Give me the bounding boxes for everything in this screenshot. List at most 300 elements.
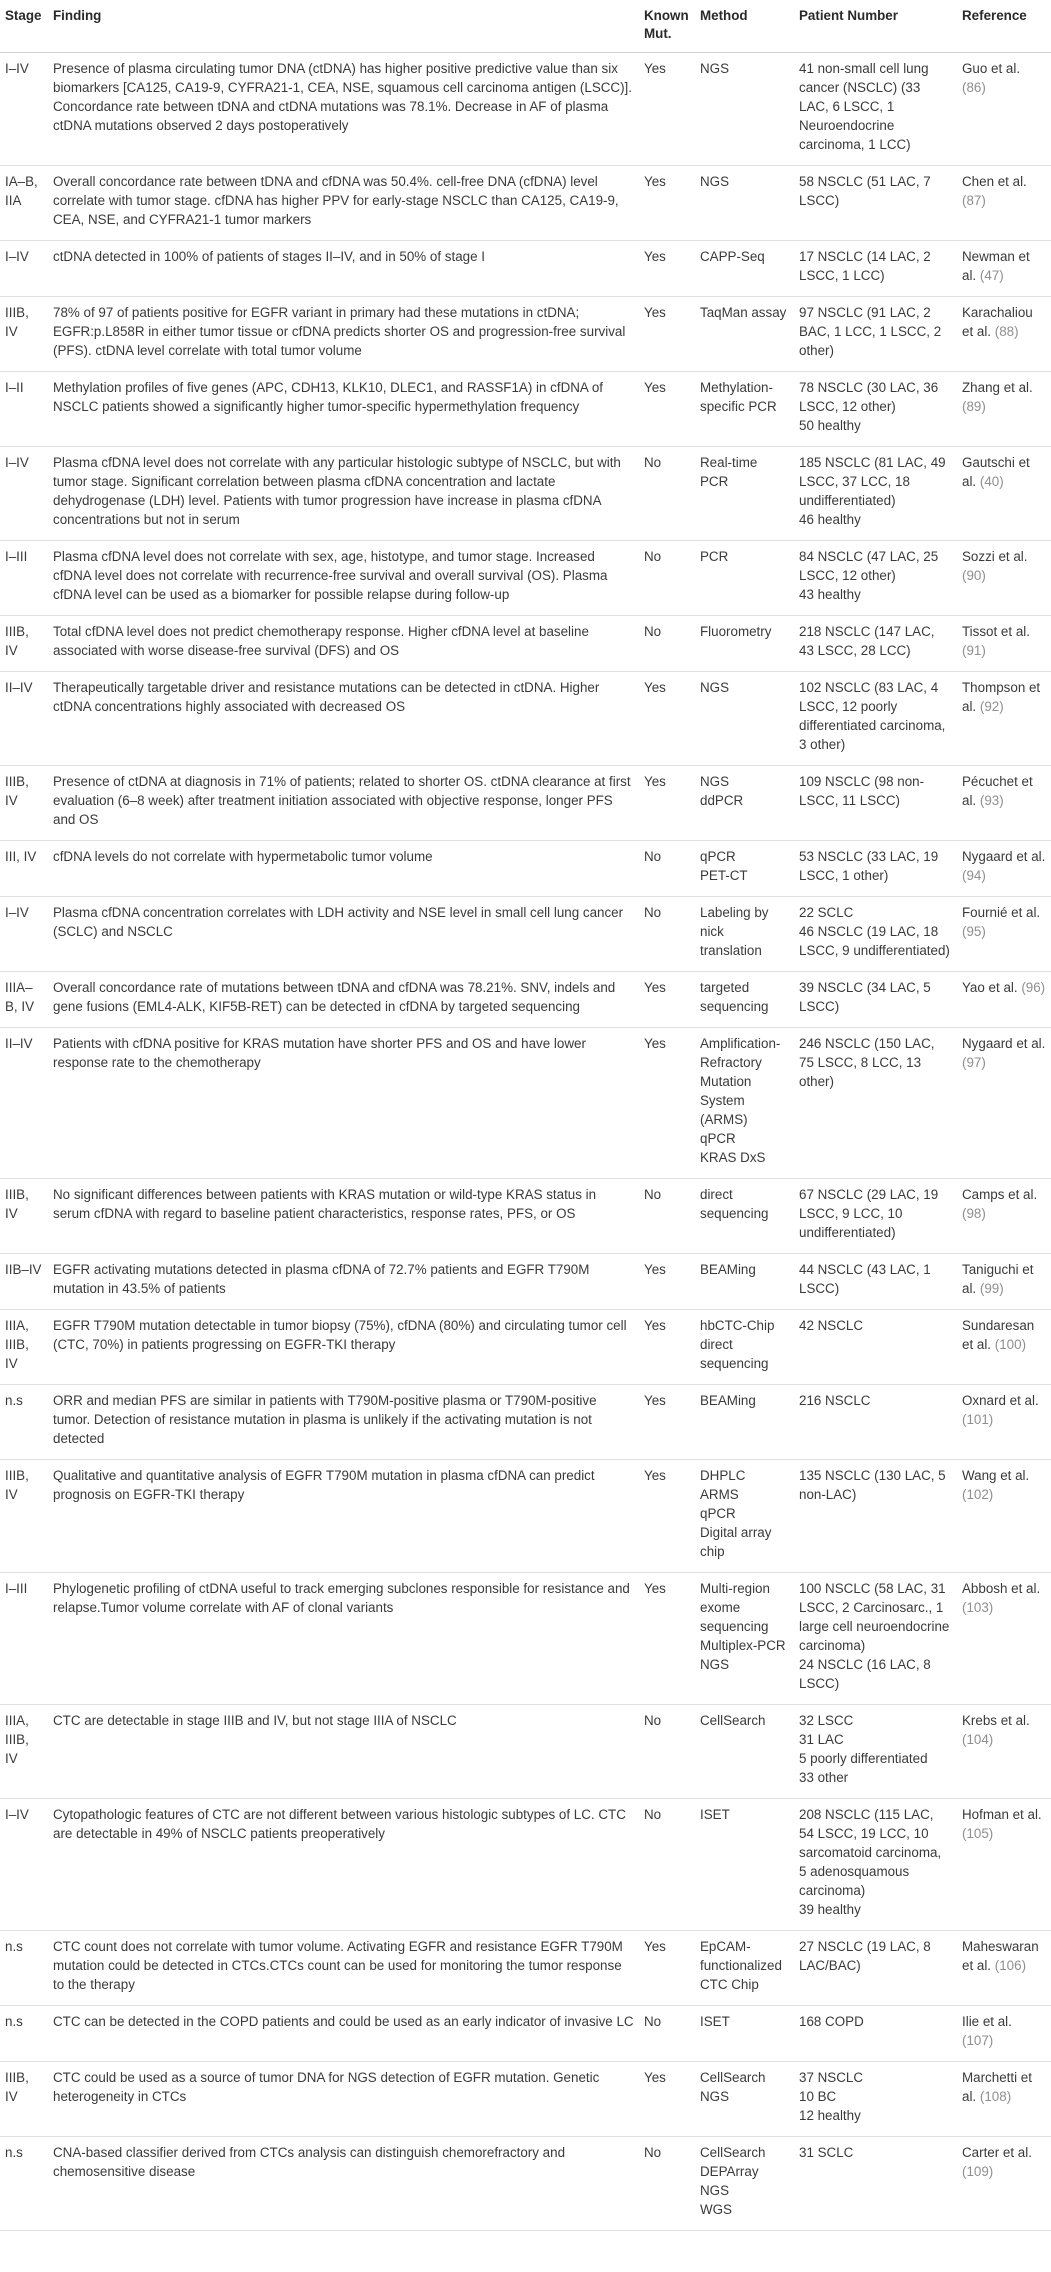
- cell-finding: Qualitative and quantitative analysis of EGFR T790M mutation in plasma cfDNA can predict prognosis on EGFR-TKI therapy: [48, 1460, 639, 1573]
- table-row: [0, 672, 1051, 766]
- patient-line: 31 LAC: [799, 1732, 844, 1747]
- cell-known-mut: Yes: [639, 1310, 695, 1385]
- header-row: [0, 0, 1051, 53]
- reference-author: Yao et al.: [962, 980, 1018, 995]
- method-line: hbCTC-Chip: [700, 1318, 775, 1333]
- cell-finding: CTC could be used as a source of tumor DNA for NGS detection of EGFR mutation. Genetic heterogeneity in CTCs: [48, 2062, 639, 2137]
- cell-stage: I–IV: [0, 241, 48, 297]
- method-line: qPCR: [700, 1131, 736, 1146]
- reference-author: Nygaard et al.: [962, 1036, 1046, 1051]
- table-row: [0, 2006, 1051, 2062]
- cell-patient-number: [794, 166, 957, 241]
- cell-reference: [957, 2137, 1051, 2231]
- method-line: EpCAM-functionalized CTC Chip: [700, 1939, 782, 1992]
- cell-method: [695, 766, 794, 841]
- reference-author: Wang et al.: [962, 1468, 1030, 1483]
- cell-method: [695, 616, 794, 672]
- reference-link[interactable]: (105): [962, 1826, 994, 1841]
- cell-reference: [957, 1179, 1051, 1254]
- cell-reference: [957, 616, 1051, 672]
- cell-patient-number: [794, 1254, 957, 1310]
- patient-line: 53 NSCLC (33 LAC, 19 LSCC, 1 other): [799, 849, 939, 883]
- patient-line: 50 healthy: [799, 418, 861, 433]
- cell-stage: I–III: [0, 1573, 48, 1705]
- cell-known-mut: No: [639, 541, 695, 616]
- cell-patient-number: [794, 1310, 957, 1385]
- method-line: CellSearch: [700, 2145, 766, 2160]
- method-line: WGS: [700, 2202, 732, 2217]
- cell-known-mut: Yes: [639, 1460, 695, 1573]
- reference-author: Marchetti et al.: [962, 2070, 1032, 2104]
- patient-line: 109 NSCLC (98 non-LSCC, 11 LSCC): [799, 774, 925, 808]
- cell-stage: IIIB, IV: [0, 1460, 48, 1573]
- table-row: [0, 541, 1051, 616]
- cell-method: [695, 1254, 794, 1310]
- cell-known-mut: No: [639, 2006, 695, 2062]
- cell-finding: 78% of 97 of patients positive for EGFR variant in primary had these mutations in ctDNA; EGFR:p.L858R in either tumor tissue or cfDNA predicts shorter OS and progression-free survival (PFS). ctDNA level correlate with total tumor volume: [48, 297, 639, 372]
- patient-line: 37 NSCLC: [799, 2070, 864, 2085]
- table-row: [0, 447, 1051, 541]
- table-row: [0, 1028, 1051, 1179]
- cell-stage: IIIB, IV: [0, 1179, 48, 1254]
- cell-patient-number: [794, 2006, 957, 2062]
- cell-patient-number: [794, 1179, 957, 1254]
- cell-finding: Total cfDNA level does not predict chemotherapy response. Higher cfDNA level at baseline associated with worse disease-free survival (DFS) and OS: [48, 616, 639, 672]
- cell-finding: No significant differences between patients with KRAS mutation or wild-type KRAS status in serum cfDNA with regard to baseline patient characteristics, response rates, PFS, or OS: [48, 1179, 639, 1254]
- cell-method: [695, 1310, 794, 1385]
- cell-finding: EGFR activating mutations detected in plasma cfDNA of 72.7% patients and EGFR T790M mutation in 43.5% of patients: [48, 1254, 639, 1310]
- method-line: Fluorometry: [700, 624, 772, 639]
- patient-line: 246 NSCLC (150 LAC, 75 LSCC, 8 LCC, 13 other): [799, 1036, 935, 1089]
- method-line: ISET: [700, 1807, 730, 1822]
- reference-link[interactable]: (89): [962, 399, 986, 414]
- cell-finding: CTC count does not correlate with tumor volume. Activating EGFR and resistance EGFR T790M mutation could be detected in CTCs.CTCs count can be used for monitoring the tumor response to the therapy: [48, 1931, 639, 2006]
- patient-line: 44 NSCLC (43 LAC, 1 LSCC): [799, 1262, 931, 1296]
- cell-finding: Presence of ctDNA at diagnosis in 71% of patients; related to shorter OS. ctDNA clearance at first evaluation (6–8 week) after treatment initiation associated with objective response, longer PFS and OS: [48, 766, 639, 841]
- cell-finding: Overall concordance rate of mutations between tDNA and cfDNA was 78.21%. SNV, indels and gene fusions (EML4-ALK, KIF5B-RET) can be detected in cfDNA by targeted sequencing: [48, 972, 639, 1028]
- cell-method: [695, 447, 794, 541]
- cell-patient-number: [794, 1385, 957, 1460]
- reference-author: Chen et al.: [962, 174, 1027, 189]
- cell-known-mut: Yes: [639, 1028, 695, 1179]
- cell-stage: IIIB, IV: [0, 616, 48, 672]
- cell-known-mut: No: [639, 1179, 695, 1254]
- cell-reference: [957, 297, 1051, 372]
- table-row: [0, 972, 1051, 1028]
- cell-known-mut: Yes: [639, 297, 695, 372]
- cell-reference: [957, 1931, 1051, 2006]
- cell-finding: CTC can be detected in the COPD patients and could be used as an early indicator of invasive LC: [48, 2006, 639, 2062]
- reference-link[interactable]: (98): [962, 1206, 986, 1221]
- reference-link[interactable]: (87): [962, 193, 986, 208]
- patient-line: 97 NSCLC (91 LAC, 2 BAC, 1 LCC, 1 LSCC, 2 other): [799, 305, 942, 358]
- method-line: NGS: [700, 680, 730, 695]
- cell-known-mut: Yes: [639, 1385, 695, 1460]
- cell-stage: I–III: [0, 541, 48, 616]
- cell-finding: ctDNA detected in 100% of patients of stages II–IV, and in 50% of stage I: [48, 241, 639, 297]
- reference-link[interactable]: (102): [962, 1487, 994, 1502]
- table-row: [0, 1799, 1051, 1931]
- cell-known-mut: Yes: [639, 1931, 695, 2006]
- patient-line: 32 LSCC: [799, 1713, 854, 1728]
- method-line: Amplification-Refractory Mutation System (ARMS): [700, 1036, 781, 1127]
- cell-reference: [957, 1573, 1051, 1705]
- cell-method: [695, 841, 794, 897]
- cell-finding: Presence of plasma circulating tumor DNA (ctDNA) has higher positive predictive value than six biomarkers [CA125, CA19-9, CYFRA21-1, CEA, NSE, squamous cell carcinoma antigen (LSCC)]. Concordance rate between tDNA and ctDNA mutations was 78.1%. Decrease in AF of plasma ctDNA mutations observed 2 days postoperatively: [48, 53, 639, 166]
- method-line: TaqMan assay: [700, 305, 787, 320]
- cell-finding: Plasma cfDNA concentration correlates with LDH activity and NSE level in small cell lung cancer (SCLC) and NSCLC: [48, 897, 639, 972]
- reference-author: Zhang et al.: [962, 380, 1033, 395]
- cell-reference: [957, 1799, 1051, 1931]
- patient-line: 22 SCLC: [799, 905, 854, 920]
- cell-known-mut: No: [639, 1799, 695, 1931]
- patient-line: 84 NSCLC (47 LAC, 25 LSCC, 12 other): [799, 549, 939, 583]
- cell-reference: [957, 541, 1051, 616]
- cell-stage: IIIA–B, IV: [0, 972, 48, 1028]
- cell-finding: EGFR T790M mutation detectable in tumor biopsy (75%), cfDNA (80%) and circulating tumor cell (CTC, 70%) in patients progressing on EGFR-TKI therapy: [48, 1310, 639, 1385]
- method-line: Multi-region exome sequencing: [700, 1581, 770, 1634]
- table-header: [0, 0, 1051, 53]
- reference-author: Gautschi et al.: [962, 455, 1030, 489]
- cell-method: [695, 1573, 794, 1705]
- table-row: [0, 897, 1051, 972]
- cell-known-mut: Yes: [639, 2062, 695, 2137]
- cell-patient-number: [794, 297, 957, 372]
- cell-known-mut: Yes: [639, 241, 695, 297]
- cell-reference: [957, 166, 1051, 241]
- reference-link[interactable]: (97): [962, 1055, 986, 1070]
- patient-line: 46 healthy: [799, 512, 861, 527]
- cell-reference: [957, 1705, 1051, 1799]
- patient-line: 58 NSCLC (51 LAC, 7 LSCC): [799, 174, 931, 208]
- cell-finding: ORR and median PFS are similar in patients with T790M-positive plasma or T790M-positive tumor. Detection of resistance mutation in plasma is unlikely if the activating mutation is not detected: [48, 1385, 639, 1460]
- method-line: ddPCR: [700, 793, 744, 808]
- method-line: CAPP-Seq: [700, 249, 765, 264]
- cell-finding: Plasma cfDNA level does not correlate with sex, age, histotype, and tumor stage. Increased cfDNA level does not correlate with recurrence-free survival and overall survival (OS). Plasma cfDNA level can be used as a biomarker for possible relapse during follow-up: [48, 541, 639, 616]
- reference-author: Ilie et al.: [962, 2014, 1012, 2029]
- cell-stage: n.s: [0, 1385, 48, 1460]
- cell-stage: I–IV: [0, 1799, 48, 1931]
- header-patient-number: Patient Number: [794, 0, 957, 53]
- method-line: PCR: [700, 549, 729, 564]
- cell-reference: [957, 1385, 1051, 1460]
- cell-known-mut: No: [639, 1705, 695, 1799]
- cell-stage: II–IV: [0, 672, 48, 766]
- cell-stage: II–IV: [0, 1028, 48, 1179]
- patient-line: 100 NSCLC (58 LAC, 31 LSCC, 2 Carcinosarc., 1 large cell neuroendocrine carcinoma): [799, 1581, 950, 1653]
- cell-reference: [957, 1310, 1051, 1385]
- reference-link[interactable]: (99): [979, 1281, 1004, 1296]
- cell-patient-number: [794, 541, 957, 616]
- cell-patient-number: [794, 2137, 957, 2231]
- cell-method: [695, 1799, 794, 1931]
- cell-method: [695, 897, 794, 972]
- cell-stage: IIIB, IV: [0, 297, 48, 372]
- cell-finding: Therapeutically targetable driver and resistance mutations can be detected in ctDNA. Higher ctDNA concentrations highly associated with decreased OS: [48, 672, 639, 766]
- method-line: CellSearch: [700, 2070, 766, 2085]
- reference-author: Karachaliou et al.: [962, 305, 1033, 339]
- cell-patient-number: [794, 672, 957, 766]
- cell-patient-number: [794, 766, 957, 841]
- patient-line: 216 NSCLC: [799, 1393, 871, 1408]
- reference-link[interactable]: (40): [979, 474, 1004, 489]
- cell-stage: n.s: [0, 1931, 48, 2006]
- cell-reference: [957, 53, 1051, 166]
- method-line: KRAS DxS: [700, 1150, 766, 1165]
- method-line: BEAMing: [700, 1262, 756, 1277]
- header-reference: Reference: [957, 0, 1051, 53]
- cell-method: [695, 972, 794, 1028]
- patient-line: 27 NSCLC (19 LAC, 8 LAC/BAC): [799, 1939, 931, 1973]
- reference-link[interactable]: (90): [962, 568, 986, 583]
- cell-method: [695, 1028, 794, 1179]
- patient-line: 17 NSCLC (14 LAC, 2 LSCC, 1 LCC): [799, 249, 931, 283]
- cell-reference: [957, 447, 1051, 541]
- cell-reference: [957, 241, 1051, 297]
- cell-method: [695, 297, 794, 372]
- cell-method: [695, 541, 794, 616]
- cell-method: [695, 672, 794, 766]
- cell-finding: Plasma cfDNA level does not correlate with any particular histologic subtype of NSCLC, but with tumor stage. Significant correlation between plasma cfDNA concentration and lactate dehydrogenase (LDH) level. Patients with tumor progression have increase in plasma cfDNA concentrations but not in serum: [48, 447, 639, 541]
- method-line: DHPLC: [700, 1468, 746, 1483]
- cell-stage: I–IV: [0, 897, 48, 972]
- reference-link[interactable]: (104): [962, 1732, 994, 1747]
- method-line: ARMS: [700, 1487, 739, 1502]
- reference-link[interactable]: (96): [1021, 980, 1046, 995]
- reference-link[interactable]: (93): [979, 793, 1004, 808]
- cell-known-mut: No: [639, 616, 695, 672]
- patient-line: 185 NSCLC (81 LAC, 49 LSCC, 37 LCC, 18 undifferentiated): [799, 455, 946, 508]
- cell-method: [695, 1179, 794, 1254]
- cell-patient-number: [794, 1573, 957, 1705]
- cell-stage: IIIA, IIIB, IV: [0, 1310, 48, 1385]
- patient-line: 67 NSCLC (29 LAC, 19 LSCC, 9 LCC, 10 undifferentiated): [799, 1187, 939, 1240]
- reference-link[interactable]: (92): [979, 699, 1004, 714]
- method-line: NGS: [700, 2089, 730, 2104]
- table-row: [0, 1179, 1051, 1254]
- cell-method: [695, 2137, 794, 2231]
- cell-finding: CNA-based classifier derived from CTCs analysis can distinguish chemorefractory and chemosensitive disease: [48, 2137, 639, 2231]
- cell-reference: [957, 1028, 1051, 1179]
- method-line: qPCR: [700, 849, 736, 864]
- cell-stage: IA–B, IIA: [0, 166, 48, 241]
- patient-line: 10 BC: [799, 2089, 837, 2104]
- cell-method: [695, 2006, 794, 2062]
- table-row: [0, 1573, 1051, 1705]
- cell-reference: [957, 2062, 1051, 2137]
- cell-patient-number: [794, 1799, 957, 1931]
- reference-author: Thompson et al.: [962, 680, 1041, 714]
- cell-stage: n.s: [0, 2137, 48, 2231]
- reference-link[interactable]: (101): [962, 1412, 994, 1427]
- header-method: Method: [695, 0, 794, 53]
- reference-author: Abbosh et al.: [962, 1581, 1041, 1596]
- table-row: [0, 372, 1051, 447]
- reference-author: Sozzi et al.: [962, 549, 1028, 564]
- method-line: PET-CT: [700, 868, 748, 883]
- patient-line: 24 NSCLC (16 LAC, 8 LSCC): [799, 1657, 931, 1691]
- cell-stage: I–IV: [0, 53, 48, 166]
- method-line: Multiplex-PCR: [700, 1638, 786, 1653]
- method-line: targeted sequencing: [700, 980, 769, 1014]
- cell-finding: Phylogenetic profiling of ctDNA useful to track emerging subclones responsible for resistance and relapse.Tumor volume correlate with AF of clonal variants: [48, 1573, 639, 1705]
- cell-known-mut: Yes: [639, 766, 695, 841]
- method-line: direct sequencing: [700, 1187, 769, 1221]
- cell-reference: [957, 841, 1051, 897]
- cell-stage: I–II: [0, 372, 48, 447]
- header-known-mut: Known Mut.: [639, 0, 695, 53]
- cell-known-mut: Yes: [639, 672, 695, 766]
- cell-patient-number: [794, 1705, 957, 1799]
- method-line: NGS: [700, 2183, 730, 2198]
- patient-line: 78 NSCLC (30 LAC, 36 LSCC, 12 other): [799, 380, 939, 414]
- table-row: [0, 1385, 1051, 1460]
- reference-author: Nygaard et al.: [962, 849, 1046, 864]
- cell-known-mut: Yes: [639, 53, 695, 166]
- table-row: [0, 166, 1051, 241]
- reference-author: Camps et al.: [962, 1187, 1038, 1202]
- method-line: NGS: [700, 174, 730, 189]
- cell-reference: [957, 372, 1051, 447]
- patient-line: 168 COPD: [799, 2014, 864, 2029]
- cell-method: [695, 241, 794, 297]
- reference-author: Fournié et al.: [962, 905, 1041, 920]
- patient-line: 12 healthy: [799, 2108, 861, 2123]
- table-body: [0, 53, 1051, 2231]
- cell-finding: Methylation profiles of five genes (APC, CDH13, KLK10, DLEC1, and RASSF1A) in cfDNA of NSCLC patients showed a significantly higher tumor-specific hypermethylation frequency: [48, 372, 639, 447]
- reference-link[interactable]: (103): [962, 1600, 994, 1615]
- cell-patient-number: [794, 53, 957, 166]
- header-finding: Finding: [48, 0, 639, 53]
- cell-patient-number: [794, 1028, 957, 1179]
- cell-reference: [957, 766, 1051, 841]
- reference-link[interactable]: (109): [962, 2164, 994, 2179]
- cell-reference: [957, 1254, 1051, 1310]
- cell-patient-number: [794, 972, 957, 1028]
- method-line: Methylation-specific PCR: [700, 380, 777, 414]
- reference-author: Pécuchet et al.: [962, 774, 1033, 808]
- table-row: [0, 297, 1051, 372]
- table-row: [0, 241, 1051, 297]
- table-row: [0, 1310, 1051, 1385]
- patient-line: 43 healthy: [799, 587, 861, 602]
- reference-link[interactable]: (95): [962, 924, 986, 939]
- cell-stage: IIB–IV: [0, 1254, 48, 1310]
- cell-method: [695, 2062, 794, 2137]
- reference-link[interactable]: (88): [994, 324, 1019, 339]
- method-line: Real-time PCR: [700, 455, 758, 489]
- reference-author: Taniguchi et al.: [962, 1262, 1034, 1296]
- method-line: NGS: [700, 61, 730, 76]
- cell-known-mut: Yes: [639, 372, 695, 447]
- reference-link[interactable]: (107): [962, 2033, 994, 2048]
- reference-author: Oxnard et al.: [962, 1393, 1039, 1408]
- cell-known-mut: No: [639, 897, 695, 972]
- cell-finding: Cytopathologic features of CTC are not different between various histologic subtypes of LC. CTC are detectable in 49% of NSCLC patients preoperatively: [48, 1799, 639, 1931]
- cell-known-mut: No: [639, 841, 695, 897]
- cell-patient-number: [794, 372, 957, 447]
- cell-reference: [957, 672, 1051, 766]
- table-row: [0, 2137, 1051, 2231]
- cell-patient-number: [794, 616, 957, 672]
- cell-finding: cfDNA levels do not correlate with hypermetabolic tumor volume: [48, 841, 639, 897]
- reference-author: Krebs et al.: [962, 1713, 1030, 1728]
- cell-patient-number: [794, 447, 957, 541]
- reference-author: Guo et al.: [962, 61, 1021, 76]
- patient-line: 42 NSCLC: [799, 1318, 864, 1333]
- cell-method: [695, 1705, 794, 1799]
- method-line: DEPArray: [700, 2164, 759, 2179]
- patient-line: 5 poorly differentiated: [799, 1751, 928, 1766]
- cell-stage: IIIB, IV: [0, 2062, 48, 2137]
- table-row: [0, 1705, 1051, 1799]
- reference-author: Tissot et al.: [962, 624, 1030, 639]
- reference-author: Maheswaran et al.: [962, 1939, 1039, 1973]
- method-line: Labeling by nick translation: [700, 905, 769, 958]
- cell-patient-number: [794, 241, 957, 297]
- cell-known-mut: Yes: [639, 1254, 695, 1310]
- cell-method: [695, 1460, 794, 1573]
- table-row: [0, 2062, 1051, 2137]
- patient-line: 33 other: [799, 1770, 849, 1785]
- reference-link[interactable]: (47): [979, 268, 1004, 283]
- cell-reference: [957, 897, 1051, 972]
- cell-known-mut: Yes: [639, 972, 695, 1028]
- table-row: [0, 1460, 1051, 1573]
- method-line: NGS: [700, 774, 730, 789]
- reference-link[interactable]: (100): [994, 1337, 1027, 1352]
- patient-line: 218 NSCLC (147 LAC, 43 LSCC, 28 LCC): [799, 624, 935, 658]
- reference-link[interactable]: (94): [962, 868, 986, 883]
- cell-known-mut: Yes: [639, 1573, 695, 1705]
- patient-line: 208 NSCLC (115 LAC, 54 LSCC, 19 LCC, 10 sarcomatoid carcinoma, 5 adenosquamous carcinoma): [799, 1807, 942, 1898]
- reference-link[interactable]: (91): [962, 643, 986, 658]
- reference-author: Hofman et al.: [962, 1807, 1042, 1822]
- cell-patient-number: [794, 1460, 957, 1573]
- cell-finding: CTC are detectable in stage IIIB and IV, but not stage IIIA of NSCLC: [48, 1705, 639, 1799]
- patient-line: 102 NSCLC (83 LAC, 4 LSCC, 12 poorly differentiated carcinoma, 3 other): [799, 680, 946, 752]
- cell-finding: Overall concordance rate between tDNA and cfDNA was 50.4%. cell-free DNA (cfDNA) level correlate with tumor stage. cfDNA has higher PPV for early-stage NSCLC than CA125, CA19-9, CEA, NSE, and CYFRA21-1 tumor markers: [48, 166, 639, 241]
- reference-link[interactable]: (86): [962, 80, 986, 95]
- patient-line: 46 NSCLC (19 LAC, 18 LSCC, 9 undifferentiated): [799, 924, 950, 958]
- cell-patient-number: [794, 2062, 957, 2137]
- method-line: direct sequencing: [700, 1337, 769, 1371]
- method-line: ISET: [700, 2014, 730, 2029]
- patient-line: 39 healthy: [799, 1902, 861, 1917]
- cell-patient-number: [794, 841, 957, 897]
- method-line: qPCR: [700, 1506, 736, 1521]
- patient-line: 135 NSCLC (130 LAC, 5 non-LAC): [799, 1468, 946, 1502]
- table-row: [0, 616, 1051, 672]
- cell-stage: I–IV: [0, 447, 48, 541]
- cell-reference: [957, 2006, 1051, 2062]
- cell-patient-number: [794, 897, 957, 972]
- reference-link[interactable]: (108): [979, 2089, 1012, 2104]
- table-row: [0, 53, 1051, 166]
- patient-line: 41 non-small cell lung cancer (NSCLC) (33 LAC, 6 LSCC, 1 Neuroendocrine carcinoma, 1 LCC): [799, 61, 929, 152]
- reference-author: Sundaresan et al.: [962, 1318, 1035, 1352]
- cell-known-mut: No: [639, 2137, 695, 2231]
- cell-stage: IIIA, IIIB, IV: [0, 1705, 48, 1799]
- cell-method: [695, 53, 794, 166]
- reference-link[interactable]: (106): [994, 1958, 1027, 1973]
- cell-reference: [957, 972, 1051, 1028]
- cell-stage: IIIB, IV: [0, 766, 48, 841]
- patient-line: 39 NSCLC (34 LAC, 5 LSCC): [799, 980, 931, 1014]
- table-row: [0, 1931, 1051, 2006]
- table-row: [0, 1254, 1051, 1310]
- method-line: NGS: [700, 1657, 730, 1672]
